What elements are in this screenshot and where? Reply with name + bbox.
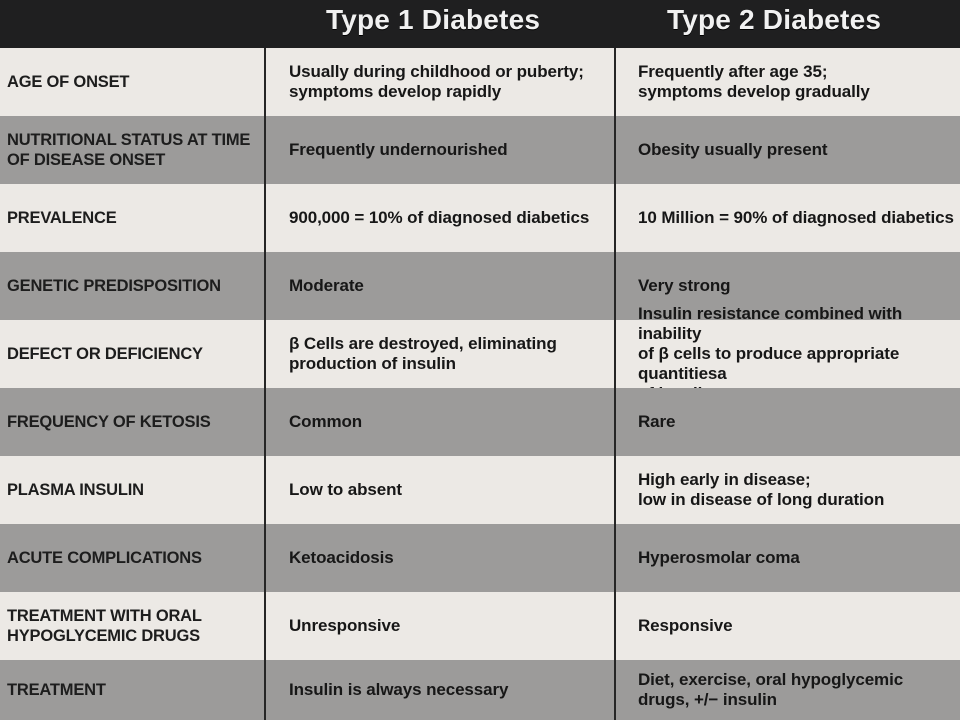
type2-value: Obesity usually present [638,140,828,159]
type1-value: β Cells are destroyed, eliminating production of insulin [289,334,557,373]
type1-column-title: Type 1 Diabetes [326,4,541,35]
table-row-defect-or-deficiency [0,304,960,388]
table-row-age-of-onset [0,48,960,116]
table-header [0,0,960,50]
column-divider [264,48,266,720]
column-divider [614,48,616,720]
row-label: AGE OF ONSET [7,73,130,91]
type1-value: Insulin is always necessary [289,680,509,699]
table-row-plasma-insulin [0,456,960,524]
type1-value: Unresponsive [289,616,401,635]
row-label: TREATMENT [7,681,106,699]
type1-value: Low to absent [289,480,402,499]
type1-value: 900,000 = 10% of diagnosed diabetics [289,208,590,227]
row-label: NUTRITIONAL STATUS AT TIME OF DISEASE ONSET [7,131,251,169]
row-label: DEFECT OR DEFICIENCY [7,345,203,363]
table-row-treatment [0,660,960,720]
row-label: TREATMENT WITH ORAL HYPOGLYCEMIC DRUGS [7,607,202,645]
type1-value: Frequently undernourished [289,140,508,159]
type1-value: Moderate [289,276,364,295]
row-label: FREQUENCY OF KETOSIS [7,413,211,431]
type2-value: Hyperosmolar coma [638,548,800,567]
type2-column-title: Type 2 Diabetes [667,4,882,35]
row-label: ACUTE COMPLICATIONS [7,549,202,567]
type2-value: Frequently after age 35; symptoms develop gradually [638,62,870,101]
table-row-acute-complications [0,524,960,592]
comparison-table [0,48,960,720]
type1-value: Common [289,412,363,431]
type2-value: Diet, exercise, oral hypoglycemic drugs, +/− insulin [638,670,904,709]
row-label: PLASMA INSULIN [7,481,144,499]
table-row-frequency-of-ketosis [0,388,960,456]
table-row-prevalence [0,184,960,252]
type2-value: Responsive [638,616,733,635]
row-label: PREVALENCE [7,209,117,227]
type2-value: Insulin resistance combined with inability of β cells to produce appropriate quantitiesa [638,304,903,383]
type2-value: Rare [638,412,676,431]
type1-value: Ketoacidosis [289,548,394,567]
table-row-oral-hypoglycemic-treatment [0,592,960,660]
type2-value: High early in disease; low in disease of long duration [638,470,885,509]
table-row-nutritional-status [0,116,960,184]
type1-value: Usually during childhood or puberty; symptoms develop rapidly [289,62,584,101]
row-label: GENETIC PREDISPOSITION [7,277,221,295]
type2-value: 10 Million = 90% of diagnosed diabetics [638,208,954,227]
type2-value: Very strong [638,276,731,295]
